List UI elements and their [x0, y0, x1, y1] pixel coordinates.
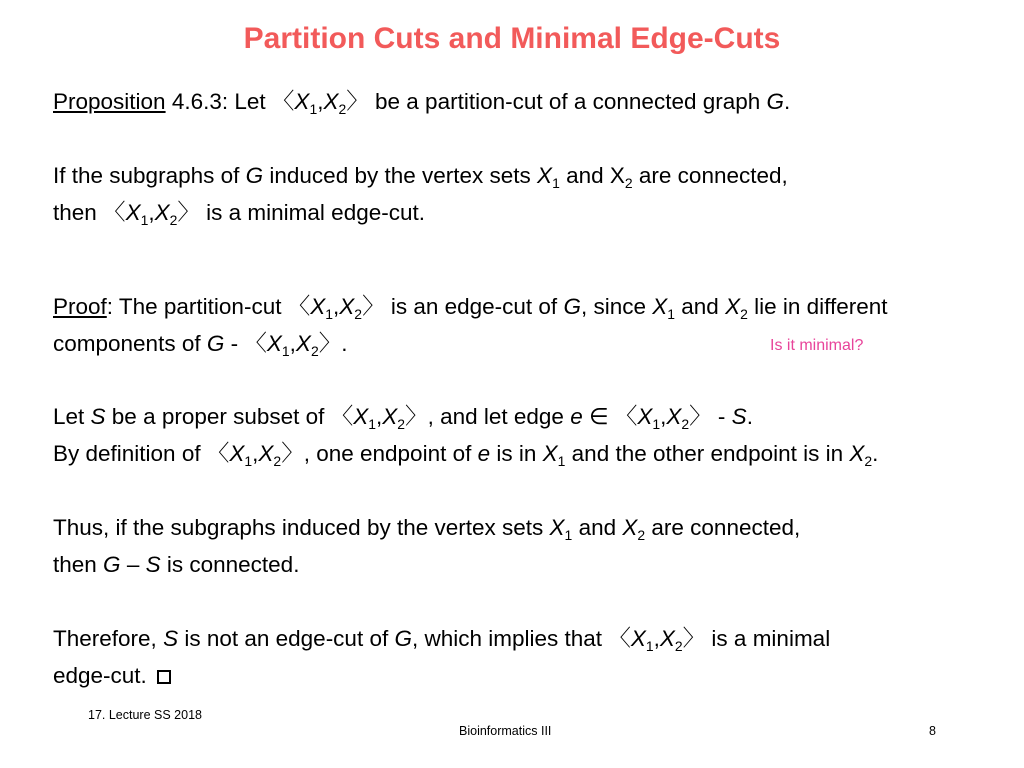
sub-2: 2 [681, 415, 690, 432]
sub-2: 2 [740, 305, 748, 322]
var-x1: X [549, 515, 565, 540]
text: By definition of [53, 441, 207, 466]
comma: , [653, 626, 660, 651]
text: - [224, 331, 245, 356]
sub-1: 1 [368, 415, 376, 432]
sub-2: 2 [397, 415, 406, 432]
angle-close: 〉 [362, 294, 385, 319]
angle-close: 〉 [682, 626, 706, 651]
text: Let [53, 404, 91, 429]
var-x1: X [652, 294, 668, 319]
var-x2: X [622, 515, 638, 540]
text: , and let edge [427, 404, 571, 429]
var-x2: X [849, 441, 865, 466]
proposition-number: 4.6.3: Let [165, 89, 272, 114]
then-connected-line [53, 551, 299, 579]
comma: , [148, 200, 155, 225]
angle-open: 〈 [614, 404, 638, 429]
therefore-line [53, 625, 830, 653]
sub-2: 2 [354, 305, 363, 322]
sub-2: 2 [624, 174, 633, 191]
text: are connected, [645, 515, 801, 540]
sub-1: 1 [564, 526, 573, 543]
sub-1: 1 [552, 174, 560, 191]
text: Thus, if the subgraphs induced by the vertex sets [53, 515, 550, 540]
let-line [53, 403, 753, 431]
text: and [675, 294, 726, 319]
var-g: G [766, 89, 785, 114]
sub-2: 2 [338, 100, 347, 117]
annotation-note: Is it minimal? [770, 337, 864, 354]
var-x2: X [154, 200, 170, 225]
text: is not an edge-cut of [178, 626, 395, 651]
comma: , [252, 441, 259, 466]
var-s: S [731, 404, 747, 429]
text: , since [580, 294, 653, 319]
sub-1: 1 [140, 211, 149, 228]
angle-open: 〈 [287, 294, 311, 319]
var-e: e [477, 441, 491, 466]
footer-course: Bioinformatics III [459, 724, 552, 738]
var-g: G [394, 626, 412, 651]
var-g: G [103, 552, 121, 577]
text: is a minimal edge-cut. [199, 200, 425, 225]
element-of-symbol: ∈ [582, 404, 615, 429]
angle-open: 〈 [330, 404, 354, 429]
var-x1: X [542, 441, 558, 466]
comma: , [289, 331, 296, 356]
text: then [53, 200, 104, 225]
var-x1: X [266, 331, 282, 356]
var-e: e [570, 404, 583, 429]
text: components of [53, 331, 207, 356]
text: is in [490, 441, 543, 466]
var-x1: X [229, 441, 245, 466]
text: and X [559, 163, 625, 188]
var-s: S [90, 404, 106, 429]
period: . [784, 89, 791, 114]
angle-close: 〉 [281, 441, 304, 466]
text: , one endpoint of [303, 441, 478, 466]
text: and [572, 515, 623, 540]
sub-2: 2 [169, 211, 178, 228]
text: is a minimal [705, 626, 831, 651]
var-x2: X [725, 294, 741, 319]
angle-close: 〉 [405, 404, 428, 429]
angle-open: 〈 [271, 89, 295, 114]
proposition-line [53, 88, 790, 116]
sub-1: 1 [281, 342, 290, 359]
period: . [746, 404, 753, 429]
sub-1: 1 [325, 305, 334, 322]
comma: , [376, 404, 383, 429]
var-x1: X [310, 294, 326, 319]
var-s: S [145, 552, 161, 577]
var-x2: X [666, 404, 682, 429]
text: are connected, [632, 163, 788, 188]
proof-line-2 [53, 330, 347, 358]
sub-1: 1 [667, 305, 676, 322]
sub-1: 1 [309, 100, 318, 117]
angle-close: 〉 [318, 331, 342, 356]
text: , which implies that [411, 626, 609, 651]
proof-label: Proof [53, 294, 107, 319]
proposition-text: be a partition-cut of a connected graph [368, 89, 767, 114]
angle-close: 〉 [346, 89, 369, 114]
var-g: G [206, 331, 225, 356]
edge-cut-line [53, 662, 171, 690]
text: Therefore, [53, 626, 164, 651]
var-x2: X [339, 294, 355, 319]
comma: , [333, 294, 340, 319]
text: is an edge-cut of [384, 294, 564, 319]
var-x1: X [125, 200, 141, 225]
if-line [53, 162, 788, 190]
angle-open: 〈 [206, 441, 230, 466]
text: lie in different [747, 294, 888, 319]
proof-line-1 [53, 293, 888, 321]
var-x1: X [630, 626, 646, 651]
angle-close: 〉 [689, 404, 712, 429]
qed-box-icon [157, 670, 171, 684]
var-x2: X [295, 331, 311, 356]
var-x2: X [382, 404, 398, 429]
text: : The partition-cut [106, 294, 288, 319]
sub-1: 1 [244, 452, 253, 469]
slide-title: Partition Cuts and Minimal Edge-Cuts [243, 22, 781, 55]
var-x1: X [294, 89, 310, 114]
var-x2: X [323, 89, 339, 114]
var-x2: X [659, 626, 675, 651]
angle-open: 〈 [103, 200, 126, 225]
var-x2: X [258, 441, 274, 466]
text: . [341, 331, 348, 356]
text: – [120, 552, 146, 577]
text: then [53, 552, 104, 577]
sub-2: 2 [637, 526, 646, 543]
sub-1: 1 [652, 415, 661, 432]
text: edge-cut. [53, 663, 147, 688]
comma: , [317, 89, 324, 114]
var-g: G [563, 294, 581, 319]
angle-open: 〈 [244, 331, 267, 356]
then-line [53, 199, 425, 227]
comma: , [660, 404, 667, 429]
sub-1: 1 [645, 637, 654, 654]
text: If the subgraphs of [53, 163, 246, 188]
text: induced by the vertex sets [263, 163, 538, 188]
footer-page-number: 8 [929, 724, 936, 738]
var-g: G [245, 163, 264, 188]
sub-2: 2 [310, 342, 319, 359]
sub-2: 2 [273, 452, 282, 469]
var-s: S [163, 626, 179, 651]
var-x1: X [353, 404, 369, 429]
text: - [711, 404, 732, 429]
proposition-label: Proposition [53, 89, 166, 114]
var-x1: X [537, 163, 553, 188]
text: be a proper subset of [105, 404, 331, 429]
definition-line [53, 440, 878, 468]
footer-lecture: 17. Lecture SS 2018 [88, 708, 202, 722]
thus-line [53, 514, 800, 542]
sub-1: 1 [557, 452, 566, 469]
text: and the other endpoint is in [565, 441, 850, 466]
angle-close: 〉 [177, 200, 200, 225]
angle-open: 〈 [608, 626, 631, 651]
text: is connected. [160, 552, 300, 577]
sub-2: 2 [674, 637, 683, 654]
period: . [872, 441, 879, 466]
var-x1: X [637, 404, 653, 429]
sub-2: 2 [864, 452, 873, 469]
